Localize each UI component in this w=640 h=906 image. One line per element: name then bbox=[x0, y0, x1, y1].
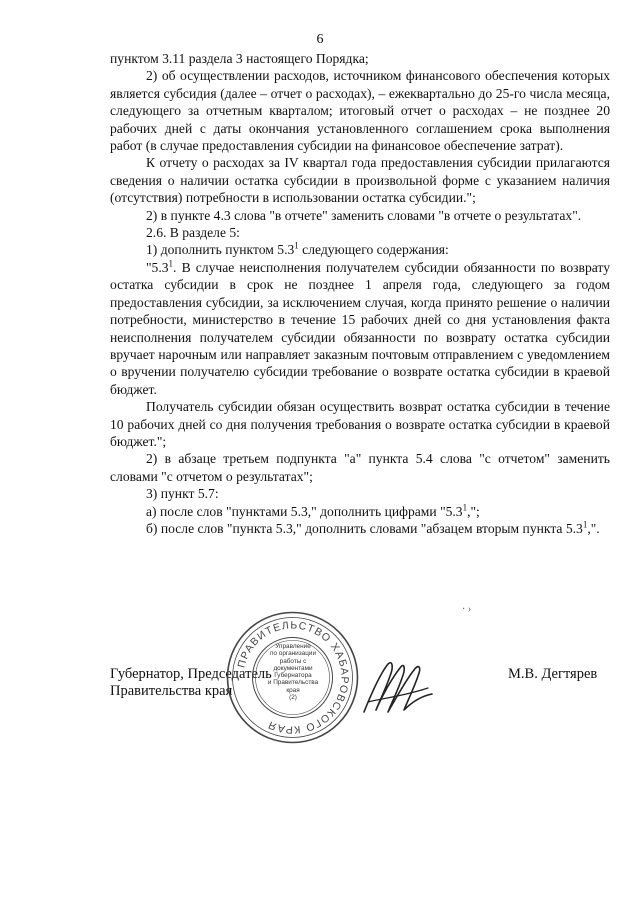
signatory-position-line-1: Губернатор, Председатель bbox=[110, 666, 272, 682]
seal-center-line: по организации bbox=[269, 650, 317, 658]
paragraph-6-tail: следующего содержания: bbox=[298, 242, 449, 258]
paragraph-2: 2) об осуществлении расходов, источником финансового обеспечения которых является субсидия (далее – отчет о расходах), – ежеквартально до 25-го числа месяца, следующего за отчетным кварталом; итоговый отчет о расходах – не позднее 20 рабочих дней с даты окончания установленного соглашением срока выполнения работ (в случае предоставления субсидии на финансовое обеспечение затрат). bbox=[110, 68, 610, 154]
seal-center-line: и Правительства bbox=[267, 679, 319, 687]
document-body bbox=[110, 50, 610, 537]
page-number: 6 bbox=[316, 32, 324, 47]
paragraph-11-text: а) после слов "пунктами 5.3," дополнить цифрами "5.3 bbox=[146, 503, 463, 519]
seal-center-text bbox=[262, 643, 324, 701]
signatory-name: М.В. Дегтярев bbox=[508, 666, 598, 682]
seal-center-line: работы с документами bbox=[273, 657, 313, 672]
paragraph-6-text: 1) дополнить пунктом 5.3 bbox=[146, 242, 295, 258]
paragraph-3: К отчету о расходах за IV квартал года предоставления субсидии прилагаются сведения о наличии остатка субсидии в произвольной форме с указанием наличия (отсутствия) потребности в использовании остатка субсидии."; bbox=[110, 155, 610, 206]
superscript-1: 1 bbox=[582, 519, 588, 530]
handwritten-signature-icon bbox=[358, 652, 438, 724]
paragraph-9: 2) в абзаце третьем подпункта "а" пункта 5.4 слова "с отчетом" заменить словами "с отчетом о результатах"; bbox=[110, 451, 610, 484]
superscript-1: 1 bbox=[294, 240, 299, 251]
seal-center-line: Управление bbox=[275, 643, 311, 650]
paragraph-6 bbox=[110, 241, 610, 258]
paragraph-5: 2.6. В разделе 5: bbox=[146, 225, 240, 241]
seal-center-line: (2) bbox=[289, 694, 297, 702]
paragraph-12-tail: ,". bbox=[587, 520, 600, 536]
paragraph-8: Получатель субсидии обязан осуществить возврат остатка субсидии в течение 10 рабочих дней со дня получения требования о возврате остатка субсидии в краевой бюджет."; bbox=[110, 399, 610, 449]
paragraph-7-tail: . В случае неисполнения получателем субсидии обязанности по возврату остатка субсидии в срок не позднее 1 апреля года, следующего за годом предоставления субсидии, за исключением случая, когда принято решение о наличии потребности, министерство в течение 15 рабочих дней со дня установления факта неисполнения получателем субсидии обязанности по возврату остатка субсидии вручает нарочным или направляет заказным почтовым отправлением с уведомлением о вручении получателю субсидии требование о возврате остатка субсидии в краевой бюджет. bbox=[110, 259, 610, 397]
stray-marks: · › bbox=[462, 604, 472, 615]
superscript-1: 1 bbox=[462, 502, 468, 513]
seal-ring-text: ПРАВИТЕЛЬСТВО ХАБАРОВСКОГО КРАЯ bbox=[235, 619, 351, 736]
paragraph-11 bbox=[110, 503, 610, 520]
signatory-position-line-2: Правительства края bbox=[110, 683, 233, 699]
paragraph-1: пунктом 3.11 раздела 3 настоящего Порядка; bbox=[110, 51, 369, 66]
seal-center-line: Губернатора bbox=[274, 672, 312, 680]
paragraph-11-tail: ,"; bbox=[467, 503, 480, 519]
paragraph-4: 2) в пункте 4.3 слова "в отчете" заменить словами "в отчете о результатах". bbox=[146, 207, 582, 223]
superscript-1: 1 bbox=[168, 258, 174, 269]
paragraph-12 bbox=[110, 520, 610, 537]
paragraph-7-text: "5.3 bbox=[146, 259, 169, 275]
paragraph-10: 3) пункт 5.7: bbox=[146, 486, 219, 502]
seal-center-line: края bbox=[286, 686, 300, 694]
paragraph-7 bbox=[110, 259, 610, 398]
paragraph-12-text: б) после слов "пункта 5.3," дополнить словами "абзацем вторым пункта 5.3 bbox=[146, 520, 583, 536]
